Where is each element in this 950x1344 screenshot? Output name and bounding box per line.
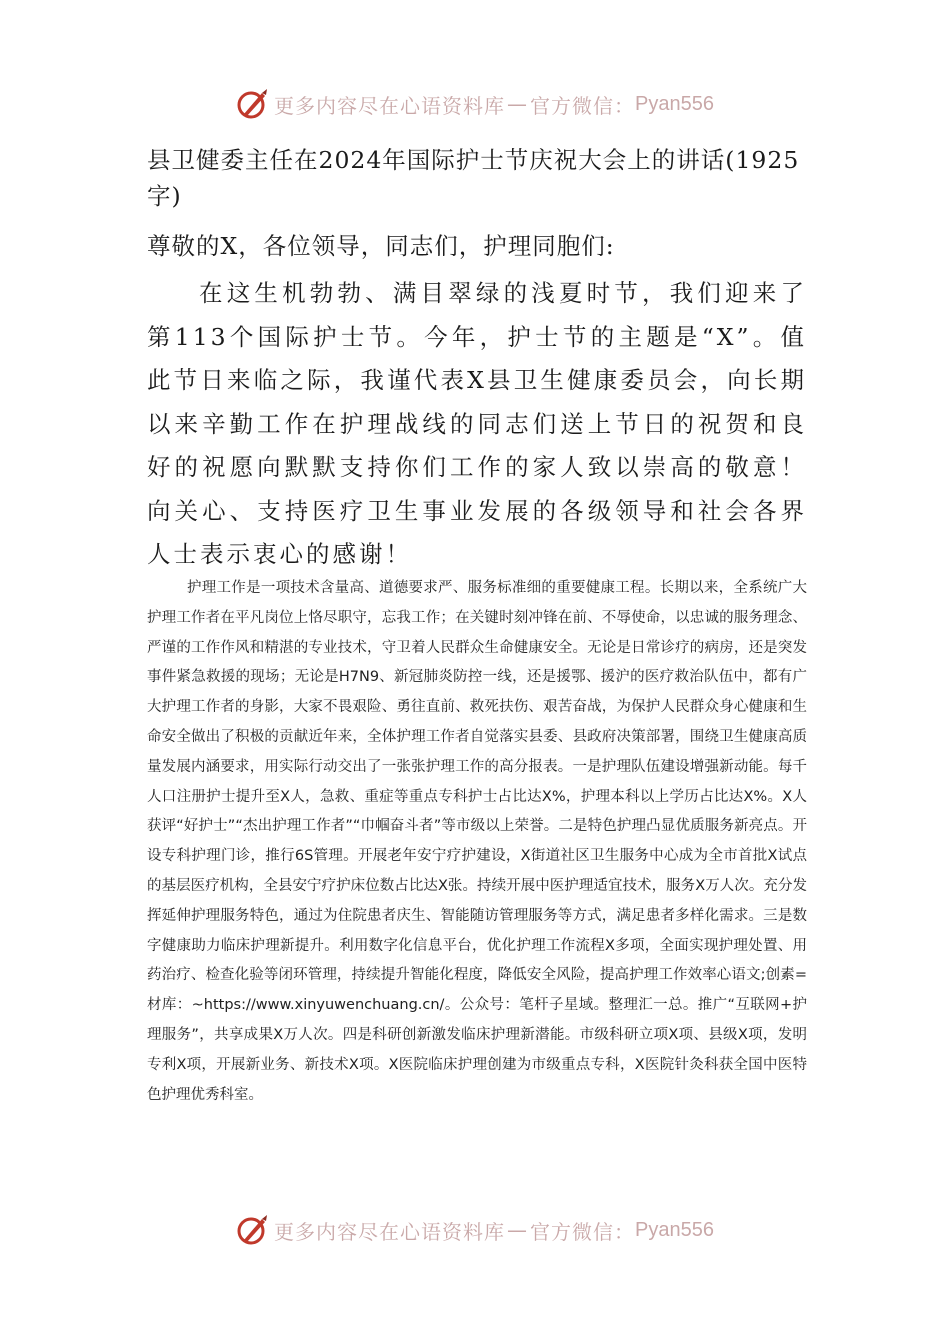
banner-text: 更多内容尽在心语资料库: [274, 93, 506, 118]
quill-pen-logo-icon: [236, 1213, 270, 1247]
lead-paragraph: 在这生机勃勃、满目翠绿的浅夏时节，我们迎来了第113个国际护士节。今年，护士节的主题是“X”。值此节日来临之际，我谨代表X县卫生健康委员会，向长期以来辛勤工作在护理战线的同志们送上节日的祝贺和良好的祝愿向默默支持你们工作的家人致以崇高的敬意！向关心、支持医疗卫生事业发展的各级领导和社会各界人士表示衷心的感谢！: [147, 279, 807, 568]
banner-dash: —: [507, 1218, 529, 1242]
footer-banner: [0, 1210, 950, 1250]
document-title: 县卫健委主任在2024年国际护士节庆祝大会上的讲话(1925字): [147, 146, 800, 210]
banner-dash: —: [507, 92, 529, 116]
banner-wechat-id: Pyan556: [635, 1218, 714, 1241]
banner-suffix: 官方微信：: [530, 93, 636, 118]
banner-text: 更多内容尽在心语资料库: [274, 1219, 506, 1244]
banner-wechat-id: Pyan556: [635, 92, 714, 115]
header-banner: [0, 84, 950, 124]
quill-pen-logo-icon: [236, 87, 270, 121]
banner-suffix: 官方微信：: [530, 1219, 636, 1244]
body-paragraph: 护理工作是一项技术含量高、道德要求严、服务标准细的重要健康工程。长期以来，全系统广大护理工作者在平凡岗位上恪尽职守，忘我工作；在关键时刻冲锋在前、不辱使命，以忠诚的服务理念、严谨的工作作风和精湛的专业技术，守卫着人民群众生命健康安全。无论是日常诊疗的病房，还是突发事件紧急救援的现场；无论是H7N9、新冠肺炎防控一线，还是援鄂、援沪的医疗救治队伍中，都有广大护理工作者的身影，大家不畏艰险、勇往直前、救死扶伤、艰苦奋战，为保护人民群众身心健康和生命安全做出了积极的贡献近年来，全体护理工作者自觉落实县委、县政府决策部署，围绕卫生健康高质量发展内涵要求，用实际行动交出了一张张护理工作的高分报表。一是护理队伍建设增强新动能。每千人口注册护士提升至X人，急救、重症等重点专科护士占比达X%，护理本科以上学历占比达X%。X人获评“好护士”“杰出护理工作者”“巾帼奋斗者”等市级以上荣誉。二是特色护理凸显优质服务新亮点。开设专科护理门诊，推行6S管理。开展老年安宁疗护建设，X街道社区卫生服务中心成为全市首批X试点的基层医疗机构，全县安宁疗护床位数占比达X张。持续开展中医护理适宜技术，服务X万人次。充分发挥延伸护理服务特色，通过为住院患者庆生、智能随访管理服务等方式，满足患者多样化需求。三是数字健康助力临床护理新提升。利用数字化信息平台，优化护理工作流程X多项，全面实现护理处置、用药治疗、检查化验等闭环管理，持续提升智能化程度，降低安全风险，提高护理工作效率心语文;创素=材库：~https://www.xinyuwenchuang.cn/。公众号：笔杆子星域。整理汇一总。推广“互联网+护理服务”，共享成果X万人次。四是科研创新激发临床护理新潜能。市级科研立项X项、县级X项，发明专利X项，开展新业务、新技术X项。X医院临床护理创建为市级重点专科，X医院针灸科获全国中医特色护理优秀科室。: [147, 580, 807, 1103]
salutation: 尊敬的X，各位领导，同志们，护理同胞们:: [147, 232, 615, 260]
